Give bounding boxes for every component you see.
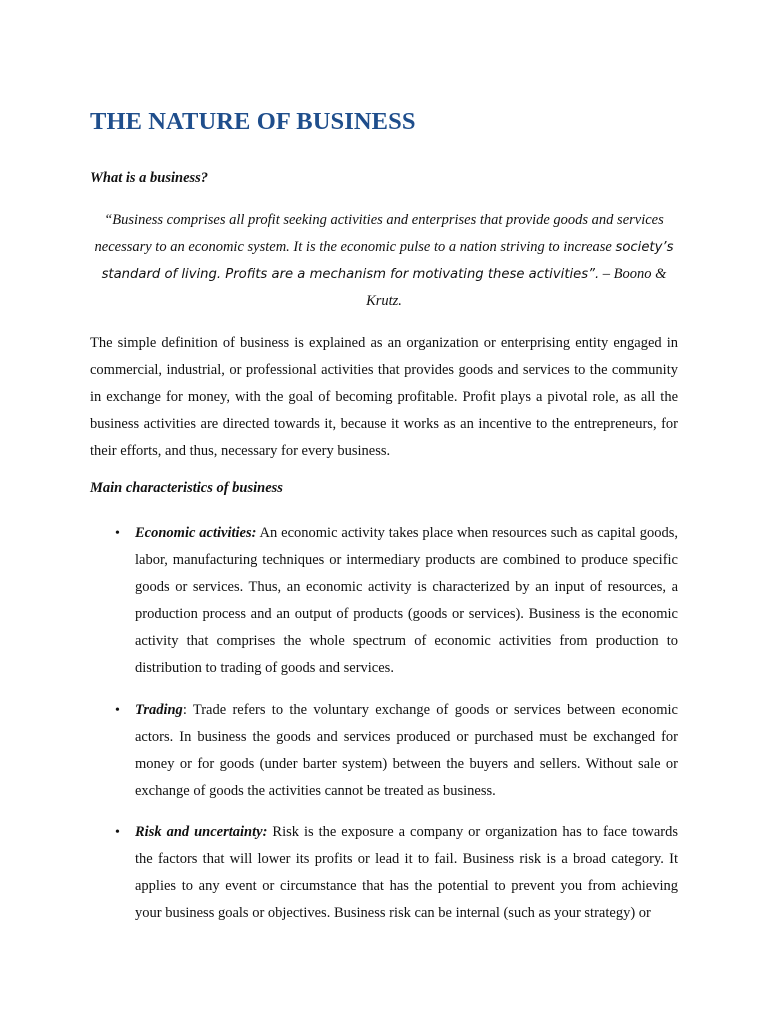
business-definition-quote [90,207,678,315]
list-item-body [135,697,678,805]
characteristics-heading: Main characteristics of business [90,480,283,496]
quote-attribution: – Boono & Krutz. [366,266,667,309]
list-item-term: Trading [135,702,183,718]
bullet-icon: • [115,526,120,541]
list-item-risk-and-uncertainty [90,819,678,927]
list-item-text: Risk is the exposure a company or organization has to face towards the factors that will lower its profits or lead it to fail. Business risk is a broad category. It applies to any event or circumstance that has the potential to prevent you from achieving your business goals or objectives. Business risk can be internal (such as your strategy) or [135,824,678,921]
question-heading: What is a business? [90,170,209,186]
bullet-icon: • [115,703,120,718]
list-item-body [135,520,678,682]
document-title: THE NATURE OF BUSINESS [90,108,416,135]
list-item-body [135,819,678,927]
list-item-term: Economic activities: [135,525,257,541]
list-item-economic-activities [90,520,678,682]
quote-text-part1: “Business comprises all profit seeking activities and enterprises that provide goods and services necessary to an economic system. It is the economic pulse to a nation striving to increase [94,212,664,255]
list-item-trading [90,697,678,805]
definition-paragraph: The simple definition of business is explained as an organization or enterprising entity engaged in commercial, industrial, or professional activities that provides goods and services to the community in exchange for money, with the goal of becoming profitable. Profit plays a pivotal role, as all the business activities are directed towards it, because it works as an incentive to the entrepreneurs, for their efforts, and thus, necessary for every business. [90,335,678,459]
list-item-text: An economic activity takes place when resources such as capital goods, labor, manufacturing techniques or intermediary products are combined to produce specific goods or services. Thus, an economic activity is characterized by an input of resources, a production process and an output of products (goods or services). Business is the economic activity that comprises the whole spectrum of economic activities from production to distribution to trading of goods and services. [135,525,678,676]
list-item-term: Risk and uncertainty: [135,824,268,840]
quote-text-part2: society’s standard of living. Profits are a mechanism for motivating these activities”. [101,240,674,282]
list-item-text: : Trade refers to the voluntary exchange of goods or services between economic actors. In business the goods and services produced or purchased must be exchanged for money or for goods (under barter system) between the buyers and sellers. Without sale or exchange of goods the activities cannot be treated as business. [135,702,678,799]
bullet-icon: • [115,825,120,840]
